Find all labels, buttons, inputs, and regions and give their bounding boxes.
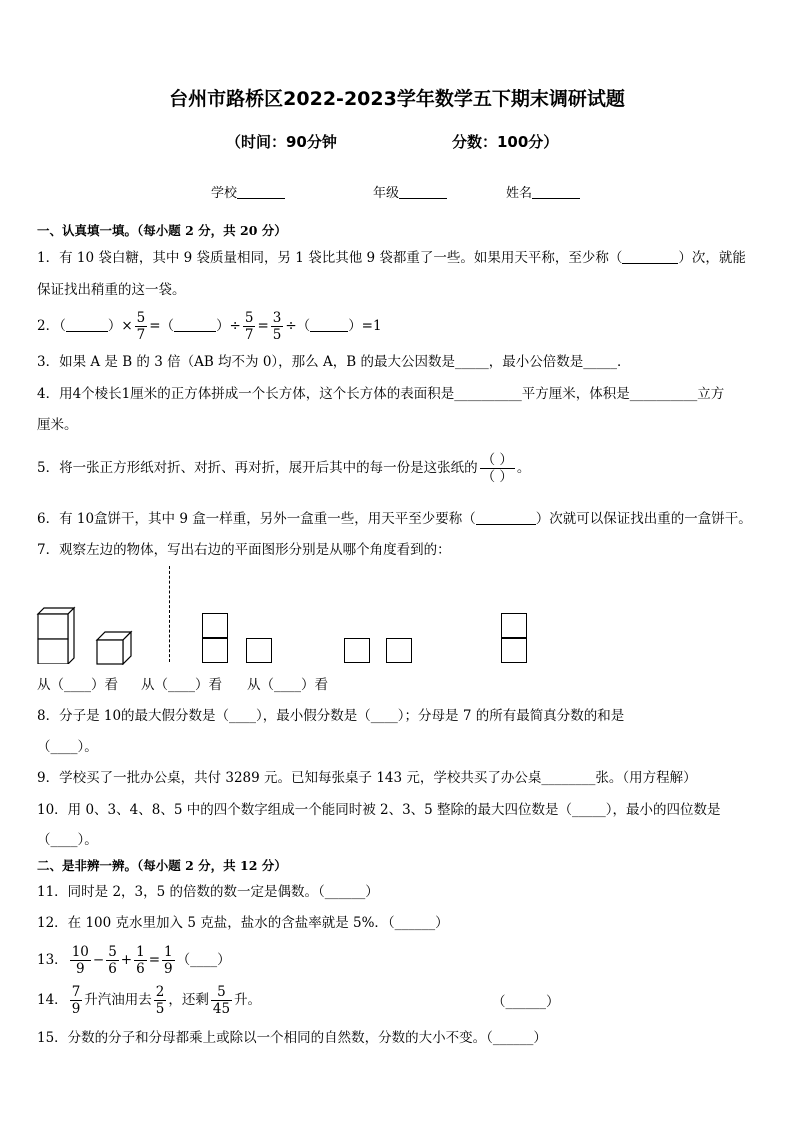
q2-blank-3[interactable] (310, 318, 348, 332)
q14-f3-num: 5 (211, 984, 232, 1001)
stacked-cubes-figure (36, 602, 76, 664)
q1-text-a: 1．有 10 袋白糖，其中 9 袋质量相同，另 1 袋比其他 9 袋都重了一些。如果用天平称，至少称（ (37, 250, 623, 266)
view-1-square-bottom (202, 638, 228, 663)
question-1 (37, 249, 746, 267)
q13-f2-den: 6 (108, 961, 117, 977)
q13-op3: = (148, 952, 160, 968)
q13-f1-den: 9 (75, 961, 85, 977)
view-3-square-top (501, 613, 527, 638)
grade-label: 年级 (373, 186, 400, 201)
view-1-square-top (202, 613, 228, 638)
question-2 (37, 310, 382, 343)
q7-label-1: 从（____）看 (37, 677, 118, 693)
school-blank[interactable] (237, 186, 285, 199)
q5-text: 5．将一张正方形纸对折、对折、再对折，展开后其中的每一份是这张纸的 (37, 460, 478, 476)
question-1-cont: 保证找出稍重的这一袋。 (37, 282, 186, 298)
q14-num: 14． (37, 992, 68, 1008)
q13-f4-den: 9 (164, 961, 173, 977)
q1-blank[interactable] (622, 250, 678, 264)
question-10-cont: （____）。 (37, 832, 98, 848)
q1-text-b: ）次，就能 (678, 250, 746, 266)
q5-den-blank[interactable]: （ ） (481, 469, 513, 485)
question-6 (37, 510, 752, 528)
q2-t2: ）× (107, 318, 133, 334)
q5-num-blank[interactable]: （ ） (481, 452, 513, 468)
question-7: 7．观察左边的物体，写出右边的平面图形分别是从哪个角度看到的： (37, 542, 451, 558)
q13-fraction-2 (106, 944, 119, 977)
q13-fraction-4 (162, 944, 175, 977)
q13-num: 13． (37, 952, 68, 968)
q13-op2: + (120, 952, 133, 968)
name-blank[interactable] (532, 186, 580, 199)
question-14 (37, 984, 261, 1017)
q14-f1-den: 9 (71, 1001, 81, 1017)
q14-fraction-1 (70, 984, 83, 1017)
q13-f2-num: 5 (108, 944, 117, 960)
view-2-square-left (344, 638, 370, 663)
school-label: 学校 (211, 186, 238, 201)
q14-text-2: ，还剩 (168, 992, 209, 1008)
view-2-square-right (386, 638, 412, 663)
q14-answer-blank[interactable]: （______） (492, 994, 560, 1010)
q13-answer-blank[interactable]: （____） (176, 952, 231, 968)
q13-f3-den: 6 (136, 961, 145, 977)
q14-f2-den: 5 (155, 1001, 165, 1017)
q2-fraction-1 (135, 310, 148, 343)
page-title: 台州市路桥区2022-2023学年数学五下期末调研试题 (169, 88, 625, 110)
q7-label-3: 从（____）看 (247, 677, 328, 693)
q2-f3-den: 5 (272, 327, 282, 343)
question-8-cont: （____）。 (37, 739, 98, 755)
q2-f1-num: 5 (136, 310, 146, 326)
q13-f3-num: 1 (136, 944, 145, 960)
q2-f2-num: 5 (244, 310, 254, 326)
q2-blank-2[interactable] (174, 318, 216, 332)
q14-text-3: 升。 (234, 992, 262, 1008)
name-field (506, 182, 580, 201)
q6-text-b: ）次就可以保证找出重的一盒饼干。 (535, 511, 752, 527)
view-3-square-bottom (501, 638, 527, 663)
q2-fraction-3 (271, 310, 284, 343)
q14-f1-num: 7 (71, 984, 81, 1000)
question-13 (37, 944, 231, 977)
grade-blank[interactable] (399, 186, 447, 199)
q2-t1: 2．（ (37, 318, 66, 334)
q6-text-a: 6．有 10盒饼干，其中 9 盒一样重，另外一盒重一些，用天平至少要称（ (37, 511, 476, 527)
question-9: 9．学校买了一批办公桌，共付 3289 元。已知每张桌子 143 元，学校共买了办公桌________张。（用方程解） (37, 770, 697, 786)
q2-t3: =（ (149, 318, 175, 334)
q2-fraction-2 (243, 310, 256, 343)
q14-f2-num: 2 (155, 984, 165, 1000)
question-4-cont: 厘米。 (37, 417, 78, 433)
exam-score: 分数：100分） (452, 133, 559, 151)
q2-t4: ）÷ (216, 318, 241, 334)
question-10: 10．用 0、3、4、8、5 中的四个数字组成一个能同时被 2、3、5 整除的最大四位数是（_____），最小的四位数是 (37, 802, 721, 818)
q6-blank[interactable] (476, 511, 536, 525)
q13-f4-num: 1 (164, 944, 173, 960)
q13-f1-num: 10 (71, 944, 89, 960)
grade-field (373, 182, 447, 201)
question-5 (37, 452, 530, 485)
view-1-square-right (246, 638, 272, 663)
question-15: 15．分数的分子和分母都乘上或除以一个相同的自然数，分数的大小不变。（______） (37, 1030, 547, 1046)
question-4: 4．用4个棱长1厘米的正方体拼成一个长方体，这个长方体的表面积是__________平方厘米，体积是__________立方 (37, 386, 725, 402)
q2-blank-1[interactable] (66, 318, 108, 332)
q13-fraction-1 (70, 944, 91, 977)
q7-label-2: 从（____）看 (141, 677, 222, 693)
question-12: 12．在 100 克水里加入 5 克盐，盐水的含盐率就是 5%．（______） (37, 915, 449, 931)
q14-fraction-3 (211, 984, 232, 1017)
q5-fraction[interactable] (480, 452, 515, 485)
question-3: 3．如果 A 是 B 的 3 倍（AB 均不为 0），那么 A，B 的最大公因数是_____，最小公倍数是_____． (37, 354, 631, 370)
school-field (211, 182, 285, 201)
section-2-heading: 二、是非辨一辨。（每小题 2 分，共 12 分） (37, 858, 287, 873)
section-1-heading: 一、认真填一填。（每小题 2 分，共 20 分） (37, 223, 287, 238)
single-cube-figure (95, 630, 135, 665)
q2-t5: = (257, 318, 269, 334)
question-8: 8．分子是 10的最大假分数是（____），最小假分数是（____）；分母是 7 的所有最简真分数的和是 (37, 708, 625, 724)
q14-fraction-2 (154, 984, 167, 1017)
q13-op1: − (92, 952, 105, 968)
q2-f3-num: 3 (272, 310, 282, 326)
q13-fraction-3 (134, 944, 147, 977)
q14-f3-den: 45 (212, 1001, 231, 1017)
q2-f1-den: 7 (136, 327, 146, 343)
exam-time: （时间：90分钟 (226, 133, 337, 151)
divider-dashed-line (169, 566, 170, 662)
q14-text-1: 升汽油用去 (84, 992, 152, 1008)
question-11: 11．同时是 2，3，5 的倍数的数一定是偶数。（______） (37, 884, 379, 900)
q5-end: 。 (516, 460, 531, 476)
q2-t7: ）=1 (348, 318, 382, 334)
name-label: 姓名 (506, 186, 533, 201)
q2-t6: ÷（ (285, 318, 311, 334)
q2-f2-den: 7 (244, 327, 254, 343)
